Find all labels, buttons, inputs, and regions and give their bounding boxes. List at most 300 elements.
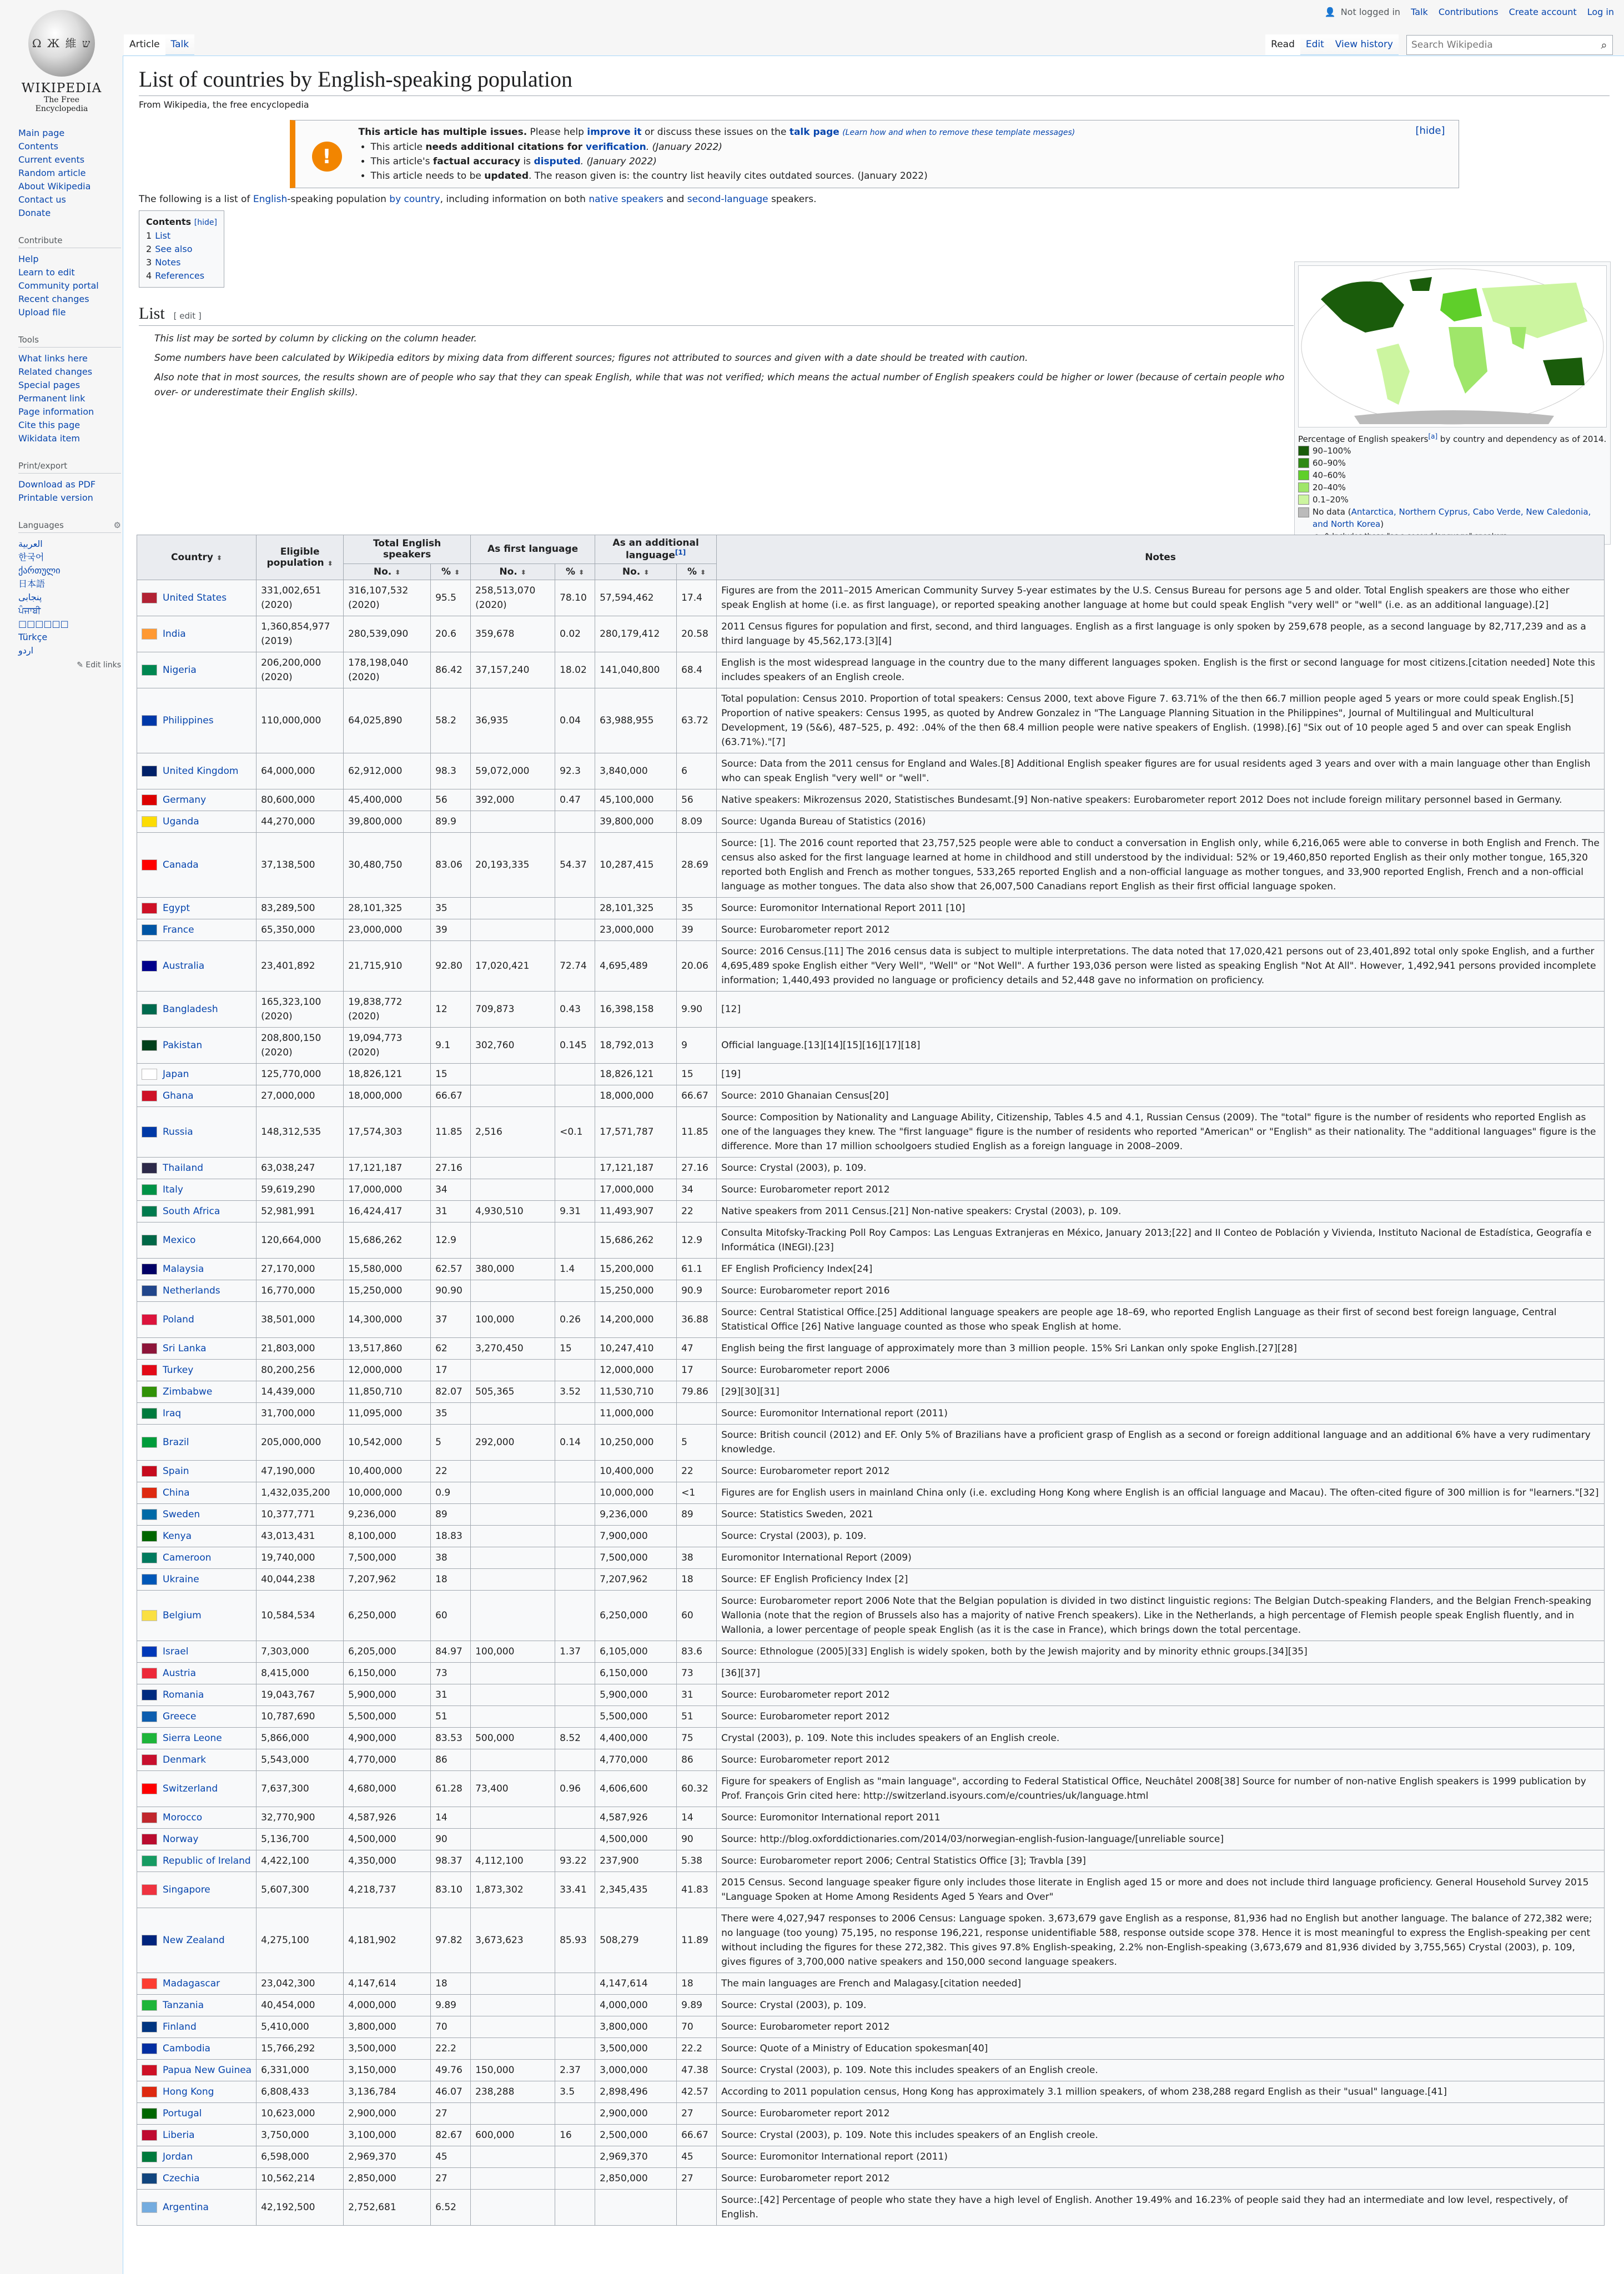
total-no-cell: 13,517,860 (344, 1337, 431, 1359)
view-tabs (1265, 34, 1613, 55)
tab-read[interactable]: Read (1265, 34, 1300, 55)
first-pct-cell: 3.5 (555, 2081, 595, 2102)
sidebar (18, 127, 121, 685)
eligible-cell: 16,770,000 (257, 1280, 344, 1301)
country-link[interactable]: Thailand (163, 1162, 204, 1174)
first-no-cell (471, 1085, 555, 1106)
language-link-item-2[interactable]: ქართული (18, 565, 61, 576)
total-no-cell: 4,218,737 (344, 1871, 431, 1908)
first-pct-cell: 78.10 (555, 580, 595, 616)
additional-pct-cell: 56 (677, 789, 717, 811)
country-cell (137, 1027, 257, 1063)
notes-cell: Source: Eurobarometer report 2012 (717, 1684, 1605, 1706)
country-link[interactable]: Argentina (163, 2201, 209, 2213)
country-link[interactable]: Cambodia (163, 2042, 210, 2054)
toc-item-see-also[interactable] (146, 243, 217, 256)
contributions-link[interactable]: Contributions (1438, 7, 1499, 17)
additional-no-cell: 5,500,000 (595, 1706, 677, 1727)
sidebar-item-recent-changes-3[interactable]: Recent changes (18, 294, 89, 304)
total-no-cell: 6,250,000 (344, 1590, 431, 1641)
eligible-cell: 38,501,000 (257, 1301, 344, 1337)
first-no-cell: 2,516 (471, 1106, 555, 1157)
country-link[interactable]: Germany (163, 794, 207, 806)
table-row (137, 1662, 1605, 1684)
country-cell (137, 2059, 257, 2081)
language-link-item-6[interactable]: □□□□□□ (18, 618, 69, 629)
country-link[interactable]: Madagascar (163, 1978, 220, 1989)
sidebar-item-contents-1[interactable]: Contents (18, 141, 58, 152)
total-pct-cell: 0.9 (431, 1482, 471, 1503)
sidebar-item-contact-us-5[interactable]: Contact us (18, 194, 66, 205)
notes-cell: Source: Euromonitor International report (2011) (717, 1402, 1605, 1424)
table-row (137, 580, 1605, 616)
country-link[interactable]: Belgium (163, 1609, 202, 1621)
country-link[interactable]: Portugal (163, 2107, 202, 2119)
country-link[interactable]: Bangladesh (163, 1003, 218, 1015)
total-pct-cell: 83.10 (431, 1871, 471, 1908)
wikipedia-logo[interactable] (20, 10, 103, 113)
header-eligible[interactable]: Eligible population ⬍ (257, 535, 344, 580)
table-row (137, 1258, 1605, 1280)
additional-no-cell: 14,200,000 (595, 1301, 677, 1337)
first-pct-cell: 0.96 (555, 1770, 595, 1807)
sidebar-item-related-changes-1[interactable]: Related changes (18, 366, 93, 377)
total-pct-cell: 27 (431, 2167, 471, 2189)
additional-pct-cell: 60 (677, 1590, 717, 1641)
country-link[interactable]: Jordan (163, 2151, 193, 2162)
eligible-cell: 5,136,700 (257, 1828, 344, 1850)
country-link[interactable]: Egypt (163, 902, 190, 914)
country-cell (137, 1085, 257, 1106)
globe-icon (28, 10, 95, 77)
notes-cell: Source: Eurobarometer report 2016 (717, 1280, 1605, 1301)
additional-pct-cell (677, 2189, 717, 2225)
country-cell (137, 1460, 257, 1482)
country-link[interactable]: Romania (163, 1689, 204, 1701)
additional-pct-cell: 60.32 (677, 1770, 717, 1807)
flag-icon (142, 1711, 157, 1722)
total-pct-cell: 92.80 (431, 940, 471, 991)
country-link[interactable]: Australia (163, 960, 205, 972)
additional-no-cell (595, 2189, 677, 2225)
first-pct-cell (555, 1994, 595, 2016)
country-cell (137, 2037, 257, 2059)
flag-icon (142, 1126, 157, 1138)
additional-pct-cell: 20.58 (677, 616, 717, 652)
header-first-pct[interactable]: % ⬍ (555, 564, 595, 580)
eligible-cell: 6,331,000 (257, 2059, 344, 2081)
tab-view-history[interactable]: View history (1330, 34, 1399, 55)
table-row (137, 616, 1605, 652)
header-total-no[interactable]: No. ⬍ (344, 564, 431, 580)
sidebar-item-page-information-4[interactable]: Page information (18, 406, 94, 417)
first-pct-cell: 72.74 (555, 940, 595, 991)
additional-no-cell: 9,236,000 (595, 1503, 677, 1525)
second-language-link[interactable]: second-language (687, 194, 768, 205)
table-row (137, 1106, 1605, 1157)
country-link[interactable]: Netherlands (163, 1285, 220, 1296)
toc-hide-link[interactable]: [hide] (194, 218, 217, 227)
language-link-item-0[interactable]: العربية (18, 539, 43, 549)
eligible-cell: 5,410,000 (257, 2016, 344, 2037)
country-link[interactable]: Hong Kong (163, 2086, 214, 2097)
country-link[interactable]: Republic of Ireland (163, 1855, 251, 1867)
first-no-cell: 709,873 (471, 991, 555, 1027)
additional-pct-cell: 34 (677, 1179, 717, 1200)
legend-20-40: 20–40% (1298, 481, 1607, 494)
sidebar-heading-print: Print/export (18, 461, 121, 474)
header-additional-no[interactable]: No. ⬍ (595, 564, 677, 580)
log-in-link[interactable]: Log in (1587, 7, 1614, 17)
toc-number: 2 (146, 244, 152, 254)
toc-number: 3 (146, 257, 152, 268)
country-cell (137, 1973, 257, 1994)
country-cell (137, 789, 257, 811)
country-link[interactable]: Finland (163, 2021, 197, 2032)
sidebar-heading-tools: Tools (18, 335, 121, 348)
country-link[interactable]: Switzerland (163, 1783, 218, 1794)
country-link[interactable]: Kenya (163, 1530, 192, 1542)
country-link[interactable]: Norway (163, 1833, 199, 1845)
table-row (137, 1280, 1605, 1301)
first-no-cell (471, 1828, 555, 1850)
first-no-cell: 258,513,070 (2020) (471, 580, 555, 616)
content-area (123, 56, 1624, 2274)
eligible-cell: 27,000,000 (257, 1085, 344, 1106)
total-pct-cell: 27 (431, 2102, 471, 2124)
country-link[interactable]: Greece (163, 1710, 197, 1722)
sidebar-item-download-as-pdf-0[interactable]: Download as PDF (18, 479, 96, 490)
talk-link[interactable]: Talk (1411, 7, 1428, 17)
eligible-cell: 15,766,292 (257, 2037, 344, 2059)
additional-pct-cell: 61.1 (677, 1258, 717, 1280)
additional-no-cell: 2,969,370 (595, 2146, 677, 2167)
notes-cell: [12] (717, 991, 1605, 1027)
country-cell (137, 1424, 257, 1460)
language-link-item-3[interactable]: 日本語 (18, 578, 46, 589)
country-link[interactable]: Tanzania (163, 1999, 204, 2011)
country-link[interactable]: China (163, 1487, 190, 1498)
header-additional-pct[interactable]: % ⬍ (677, 564, 717, 580)
first-pct-cell (555, 1525, 595, 1547)
additional-pct-cell: 27 (677, 2167, 717, 2189)
section-heading-list: List [ edit ] (139, 304, 1294, 326)
additional-pct-cell: 9 (677, 1027, 717, 1063)
sidebar-item-what-links-here-0[interactable]: What links here (18, 353, 88, 364)
sidebar-item-about-wikipedia-4[interactable]: About Wikipedia (18, 181, 91, 192)
language-link-item-8[interactable]: اردو (18, 645, 34, 656)
flag-icon (142, 766, 157, 777)
sidebar-contribute (18, 235, 121, 319)
sidebar-item-main-page-0[interactable]: Main page (18, 128, 65, 138)
first-no-cell (471, 1973, 555, 1994)
toc-link[interactable]: See also (155, 244, 193, 254)
country-link[interactable]: Zimbabwe (163, 1386, 213, 1397)
first-pct-cell (555, 1503, 595, 1525)
first-no-cell (471, 1662, 555, 1684)
first-pct-cell (555, 1359, 595, 1381)
table-row (137, 1222, 1605, 1258)
talk-page-link[interactable]: talk page (789, 127, 839, 138)
sidebar-item-help-0[interactable]: Help (18, 254, 39, 264)
first-no-cell (471, 1590, 555, 1641)
toc-link[interactable]: Notes (155, 257, 181, 268)
note-self-reported: Also note that in most sources, the results shown are of people who say that they can speak English, while that was not verified; which means the actual number of English speakers could be higher or lower (because of certain people who over- or underestimate their English skills). (154, 372, 1285, 398)
country-link[interactable]: Israel (163, 1646, 189, 1657)
notes-cell: Source: Crystal (2003), p. 109. (717, 1525, 1605, 1547)
additional-no-cell: 5,900,000 (595, 1684, 677, 1706)
country-cell (137, 1200, 257, 1222)
notes-cell: Source: 2016 Census.[11] The 2016 census data is subject to multiple interpretations. The data noted that 17,020,421 persons out of 23,401,892 total only spoke English, and a further 4,695,489 spoke English either "Very Well", "Well" or "Not Well". A further 193,036 person were listed as speaking English "Not At All". However, 1,492,941 persons provided incomplete information; 1,440,493 provided no language or proficiency details and 52,448 gave no information on proficiency. (717, 940, 1605, 991)
language-link-item-1[interactable]: 한국어 (18, 552, 44, 562)
eligible-cell: 1,360,854,977 (2019) (257, 616, 344, 652)
additional-pct-cell: 86 (677, 1749, 717, 1770)
country-link[interactable]: Austria (163, 1667, 197, 1679)
sidebar-item-permanent-link-3[interactable]: Permanent link (18, 393, 86, 404)
sidebar-item-wikidata-item-6[interactable]: Wikidata item (18, 433, 80, 444)
sidebar-item-community-portal-2[interactable]: Community portal (18, 280, 99, 291)
country-link[interactable]: Sierra Leone (163, 1732, 222, 1744)
additional-pct-cell: 45 (677, 2146, 717, 2167)
flag-icon (142, 1264, 157, 1275)
improve-link[interactable]: improve it (587, 127, 642, 138)
flag-icon (142, 665, 157, 676)
additional-no-cell: 10,287,415 (595, 832, 677, 897)
country-link[interactable]: Turkey (163, 1364, 194, 1376)
additional-pct-cell: 90.9 (677, 1280, 717, 1301)
first-no-cell (471, 2016, 555, 2037)
additional-pct-cell: 66.67 (677, 2124, 717, 2146)
country-link[interactable]: Ghana (163, 1090, 194, 1101)
additional-no-cell: 2,345,435 (595, 1871, 677, 1908)
learn-remove-link[interactable]: (Learn how and when to remove these template messages) (842, 128, 1075, 137)
table-row (137, 1547, 1605, 1568)
note-calculated: Some numbers have been calculated by Wikipedia editors by mixing data from different sources; figures not attributed to sources and given with a date should be treated with caution. (154, 353, 1028, 364)
table-of-contents (139, 210, 224, 288)
additional-pct-cell: 22.2 (677, 2037, 717, 2059)
country-link[interactable]: United Kingdom (163, 765, 239, 777)
additional-no-cell: 7,500,000 (595, 1547, 677, 1568)
verification-link[interactable]: verification (586, 142, 646, 153)
country-cell (137, 1179, 257, 1200)
country-link[interactable]: Sweden (163, 1508, 200, 1520)
tab-talk[interactable]: Talk (165, 34, 195, 55)
toc-item-notes[interactable] (146, 256, 217, 269)
disputed-link[interactable]: disputed (534, 156, 581, 167)
ambox-hide-link[interactable]: [hide] (1415, 125, 1445, 137)
country-link[interactable]: Japan (163, 1068, 189, 1080)
toc-title: Contents (146, 217, 192, 227)
language-link-t-rk-e-7[interactable]: Türkçe (18, 632, 48, 642)
page-title: List of countries by English-speaking population (139, 66, 1610, 96)
gear-icon[interactable]: ⚙ (113, 520, 121, 530)
total-pct-cell: 35 (431, 1402, 471, 1424)
additional-no-cell: 10,250,000 (595, 1424, 677, 1460)
country-link[interactable]: Mexico (163, 1234, 196, 1246)
additional-no-cell: 3,000,000 (595, 2059, 677, 2081)
countries-table-wrap (137, 535, 1605, 2226)
country-link[interactable]: Denmark (163, 1754, 207, 1765)
country-link[interactable]: India (163, 628, 186, 640)
by-country-link[interactable]: by country (389, 194, 440, 205)
additional-pct-cell: 39 (677, 919, 717, 940)
eligible-cell: 110,000,000 (257, 688, 344, 753)
country-link[interactable]: Sri Lanka (163, 1342, 207, 1354)
sidebar-item-donate-6[interactable]: Donate (18, 208, 51, 218)
first-no-cell (471, 919, 555, 940)
header-total-pct[interactable]: % ⬍ (431, 564, 471, 580)
pencil-icon: ✎ (77, 661, 83, 670)
eligible-cell: 10,623,000 (257, 2102, 344, 2124)
country-cell (137, 1871, 257, 1908)
additional-no-cell: 6,150,000 (595, 1662, 677, 1684)
table-row (137, 2167, 1605, 2189)
country-link[interactable]: South Africa (163, 1205, 220, 1217)
country-link[interactable]: United States (163, 592, 227, 603)
flag-icon (142, 1855, 157, 1867)
english-link[interactable]: English (253, 194, 288, 205)
total-pct-cell: 98.37 (431, 1850, 471, 1871)
notes-cell: Source:.[42] Percentage of people who state they have a high level of English. Another 19.49% and 16.23% of people said they had an intermediate and low level, respectively, of English. (717, 2189, 1605, 2225)
total-pct-cell: 12 (431, 991, 471, 1027)
logo-wordmark: WIKIPEDIA (21, 81, 102, 95)
search-input[interactable] (1407, 39, 1596, 51)
additional-pct-cell: 12.9 (677, 1222, 717, 1258)
additional-pct-cell: 17.4 (677, 580, 717, 616)
native-speakers-link[interactable]: native speakers (589, 194, 663, 205)
country-link[interactable]: Cameroon (163, 1552, 212, 1563)
sidebar-item-upload-file-4[interactable]: Upload file (18, 307, 66, 318)
first-pct-cell (555, 1684, 595, 1706)
country-link[interactable]: Iraq (163, 1407, 182, 1419)
additional-pct-cell: 5 (677, 1424, 717, 1460)
toc-item-references[interactable] (146, 269, 217, 283)
eligible-cell: 80,200,256 (257, 1359, 344, 1381)
eligible-cell: 148,312,535 (257, 1106, 344, 1157)
additional-pct-cell: 73 (677, 1662, 717, 1684)
language-link-item-5[interactable]: ਪੰਜਾਬੀ (18, 605, 41, 616)
eligible-cell: 10,584,534 (257, 1590, 344, 1641)
total-pct-cell: 22 (431, 1460, 471, 1482)
eligible-cell: 80,600,000 (257, 789, 344, 811)
total-no-cell: 3,100,000 (344, 2124, 431, 2146)
world-map[interactable] (1298, 265, 1607, 427)
header-country[interactable]: Country ⬍ (137, 535, 257, 580)
notes-cell: Source: Eurobarometer report 2012 (717, 1749, 1605, 1770)
tab-article[interactable]: Article (124, 34, 165, 55)
country-link[interactable]: Uganda (163, 816, 199, 827)
legend-60-90: 60–90% (1298, 457, 1607, 469)
sidebar-item-random-article-3[interactable]: Random article (18, 168, 86, 178)
sidebar-item-special-pages-2[interactable]: Special pages (18, 380, 81, 390)
additional-pct-cell: 35 (677, 897, 717, 919)
total-no-cell: 39,800,000 (344, 811, 431, 832)
edit-links-link[interactable]: Edit links (86, 661, 121, 670)
country-link[interactable]: Poland (163, 1314, 194, 1325)
country-cell (137, 1662, 257, 1684)
country-link[interactable]: Ukraine (163, 1573, 199, 1585)
country-link[interactable]: Papua New Guinea (163, 2064, 252, 2076)
additional-no-cell: 45,100,000 (595, 789, 677, 811)
sidebar-item-learn-to-edit-1[interactable]: Learn to edit (18, 267, 75, 278)
additional-no-cell: 63,988,955 (595, 688, 677, 753)
country-link[interactable]: Singapore (163, 1884, 210, 1895)
first-no-cell: 359,678 (471, 616, 555, 652)
country-link[interactable]: New Zealand (163, 1934, 225, 1946)
language-link-item-4[interactable]: پنجابی (18, 592, 42, 602)
first-pct-cell: 33.41 (555, 1871, 595, 1908)
country-link[interactable]: France (163, 924, 194, 935)
eligible-cell: 65,350,000 (257, 919, 344, 940)
notes-cell: Source: http://blog.oxforddictionaries.com/2014/03/norwegian-english-fusion-language/[unreliable source] (717, 1828, 1605, 1850)
eligible-cell: 44,270,000 (257, 811, 344, 832)
toc-item-list[interactable] (146, 229, 217, 243)
first-no-cell (471, 2167, 555, 2189)
total-pct-cell: 12.9 (431, 1222, 471, 1258)
flag-icon (142, 1437, 157, 1448)
notes-cell: [36][37] (717, 1662, 1605, 1684)
create-account-link[interactable]: Create account (1509, 7, 1577, 17)
country-link[interactable]: Spain (163, 1465, 189, 1477)
additional-pct-cell: 27 (677, 2102, 717, 2124)
multiple-issues-box: ! This article has multiple issues. Please help improve it or discuss these issues on the talk page (Learn how and when to remove these template messages) • This article needs additional citations for verification. (January 2022) • This article's factual accuracy is disputed. (January 2022) • This article needs to be updated. The reason given is: the country list heavily cites outdated sources. (January 2022) [hide] (290, 120, 1459, 188)
sidebar-item-printable-version-1[interactable]: Printable version (18, 492, 93, 503)
notes-cell: Source: British council (2012) and EF. Only 5% of Brazilians have a proficient grasp of English as a second or foreign additional language and an additional 6% have a very rudimentary knowledge. (717, 1424, 1605, 1460)
first-pct-cell (555, 1179, 595, 1200)
toc-link[interactable]: List (155, 230, 171, 241)
sidebar-heading-contribute: Contribute (18, 235, 121, 248)
total-pct-cell: 62.57 (431, 1258, 471, 1280)
additional-pct-cell: 22 (677, 1460, 717, 1482)
first-pct-cell: 0.26 (555, 1301, 595, 1337)
toc-link[interactable]: References (155, 270, 205, 281)
tab-edit[interactable]: Edit (1300, 34, 1330, 55)
eligible-cell: 8,415,000 (257, 1662, 344, 1684)
table-row (137, 1381, 1605, 1402)
additional-pct-cell: 15 (677, 1063, 717, 1085)
table-row (137, 1027, 1605, 1063)
countries-table (137, 535, 1605, 2226)
country-link[interactable]: Morocco (163, 1812, 203, 1823)
country-link[interactable]: Brazil (163, 1436, 189, 1448)
section-edit-link[interactable]: [ edit ] (173, 311, 202, 321)
country-link[interactable]: Czechia (163, 2172, 200, 2184)
total-pct-cell: 18 (431, 1568, 471, 1590)
warning-icon: ! (312, 142, 342, 172)
search-icon[interactable]: ⌕ (1601, 38, 1607, 52)
total-pct-cell: 70 (431, 2016, 471, 2037)
country-link[interactable]: Russia (163, 1126, 193, 1138)
country-link[interactable]: Liberia (163, 2129, 195, 2141)
additional-no-cell: 11,493,907 (595, 1200, 677, 1222)
header-first-no[interactable]: No. ⬍ (471, 564, 555, 580)
eligible-cell: 7,303,000 (257, 1641, 344, 1662)
sidebar-item-current-events-2[interactable]: Current events (18, 154, 85, 165)
country-link[interactable]: Italy (163, 1184, 183, 1195)
first-no-cell: 36,935 (471, 688, 555, 753)
notes-cell: There were 4,027,947 responses to 2006 Census: Language spoken. 3,673,679 gave English as a response, 81,936 had no English but another language. The balance of 272,382 were; no language (too young) 75,195, no response 196,221, response unidentifiable 588, response outside scope 378. Hence it is most meaningful to express the English-speaking per cent without including the figures for these 272,382. This gives 97.8% English-speaking, 2.2% non-English-speaking (3,673,679 and 81,936 divided by 3,755,565) Crystal (2003), p. 109, gives figures of 3,700,000 native speakers and 150,000 second language speakers. (717, 1908, 1605, 1973)
country-link[interactable]: Canada (163, 859, 199, 871)
country-link[interactable]: Malaysia (163, 1263, 204, 1275)
country-link[interactable]: Pakistan (163, 1039, 203, 1051)
total-pct-cell: 37 (431, 1301, 471, 1337)
first-pct-cell (555, 1662, 595, 1684)
sidebar-item-cite-this-page-5[interactable]: Cite this page (18, 420, 81, 430)
total-no-cell: 23,000,000 (344, 919, 431, 940)
country-link[interactable]: Philippines (163, 715, 214, 726)
country-link[interactable]: Nigeria (163, 664, 197, 676)
first-no-cell: 100,000 (471, 1301, 555, 1337)
